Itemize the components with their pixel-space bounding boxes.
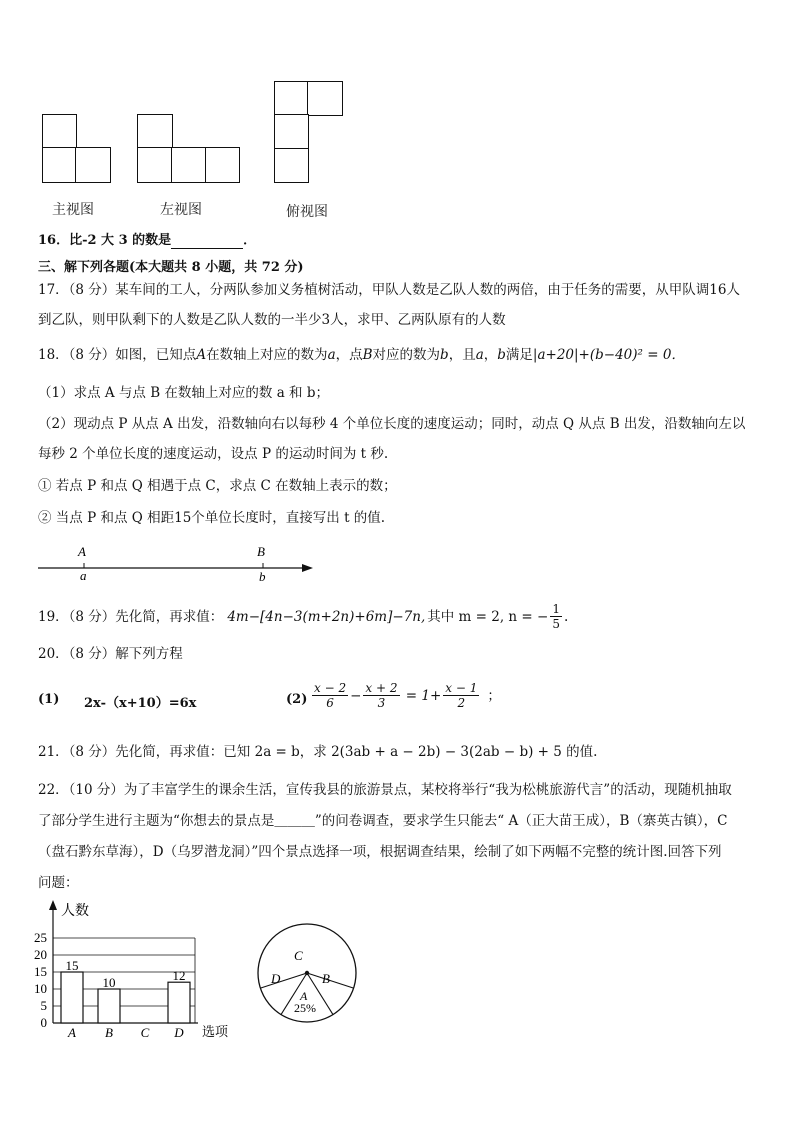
bar-A (61, 972, 83, 1023)
bar-B (98, 989, 120, 1023)
arrow-up-icon (49, 900, 57, 910)
question-18-part-2-line-2: 每秒 2 个单位长度的速度运动，设点 P 的运动时间为 t 秒. (38, 446, 389, 462)
left-view-label: 左视图 (160, 202, 202, 218)
y-tick-label: 5 (40, 998, 47, 1013)
question-21: 21．（8 分）先化简，再求值：已知 2a = b，求 2(3ab + a − 2b) − 3(2ab − b) + 5 的值. (38, 744, 598, 760)
q18-formula: |a+20|+(b−40)² = 0． (532, 347, 685, 363)
pie-label-B: B (322, 971, 330, 986)
question-18-part-1: （1）求点 A 与点 B 在数轴上对应的数 a 和 b； (38, 385, 329, 401)
y-tick-label: 10 (34, 981, 47, 996)
pie-label-C: C (294, 948, 303, 963)
question-20-part-2-equation: $\frac{x - 2}{6}$ − $\frac{x + 2}{3}$ = 1+ $\frac{x - 1}{2}$ ； (314, 681, 501, 710)
question-22-line-1: 22．（10 分）为了丰富学生的课余生活，宣传我县的旅游景点，某校将举行“我为松桃旅游代言”的活动，现随机抽取 (38, 782, 732, 798)
number-line (30, 540, 320, 585)
question-22-line-4: 问题： (38, 875, 79, 891)
bar-value-label-D: 12 (172, 968, 186, 984)
fraction-one-fifth: $\frac{1}{5}$ (552, 602, 560, 631)
x-tick-label-C: C (140, 1025, 150, 1040)
pie-label-A: A (300, 989, 308, 1003)
question-19: 19．（8 分）先化简，再求值： 4m−[4n−3(m+2n)+6m]−7n, 其中 m = 2, n = − $\frac{1}{5}$ . (38, 602, 569, 631)
bar-value-label-A: 15 (65, 958, 79, 973)
value-a-label: a (80, 568, 87, 583)
pie-label-D: D (271, 971, 281, 986)
y-tick-label: 0 (40, 1015, 47, 1030)
question-18-sub-1: ① 若点 P 和点 Q 相遇于点 C，求点 C 在数轴上表示的数； (38, 478, 397, 494)
arrow-right-icon (302, 564, 313, 572)
question-20-title: 20．（8 分）解下列方程 (38, 646, 183, 662)
y-tick-label: 25 (34, 930, 47, 945)
bar-value-label-B: 10 (102, 975, 116, 990)
question-22-line-3: （盘石黔东草海），D（乌罗潜龙洞）”四个景点选择一项，根据调查结果，绘制了如下两幅不完整的统计图.回答下列 (38, 844, 722, 860)
section-3-title: 三、解下列各题(本大题共 8 小题，共 72 分) (38, 260, 304, 275)
front-view-label: 主视图 (52, 202, 94, 218)
x-tick-label-A: A (68, 1025, 76, 1040)
bar-D (168, 982, 190, 1023)
question-17-line-2: 到乙队，则甲队剩下的人数是乙队人数的一半少3人，求甲、乙两队原有的人数 (38, 312, 506, 328)
y-tick-label: 15 (34, 964, 47, 979)
question-20-part-1-label: (1) (38, 692, 60, 707)
x-axis-title: 选项 (202, 1025, 229, 1040)
point-A-label: A (78, 544, 86, 559)
question-20-part-1-equation: 2x-（x+10）=6x (84, 696, 197, 711)
question-17-line-1: 17．（8 分）某车间的工人，分两队参加义务植树活动，甲队人数是乙队人数的两倍，由于任务的需要，从甲队调16人 (38, 282, 740, 298)
y-tick-label: 20 (34, 947, 47, 962)
value-b-label: b (259, 569, 266, 584)
question-16: 16．比-2 大 3 的数是 ． (38, 233, 257, 248)
x-tick-label-D: D (174, 1025, 184, 1040)
pie-chart (250, 910, 370, 1030)
pie-label-A-percent: 25% (294, 1001, 316, 1015)
pie-center-dot (305, 971, 309, 975)
y-axis-title: 人数 (61, 903, 89, 919)
question-18-stem: 18．（8 分）如图，已知点A在数轴上对应的数为a，点B对应的数为b，且a，b满足|a+20|+(b−40)² = 0． (38, 347, 685, 363)
question-18-part-2-line-1: （2）现动点 P 从点 A 出发，沿数轴向右以每秒 4 个单位长度的速度运动；同时，动点 Q 从点 B 出发，沿数轴向左以 (38, 416, 746, 432)
top-view-label: 俯视图 (286, 204, 328, 220)
point-B-label: B (257, 544, 265, 559)
x-tick-label-B: B (105, 1025, 113, 1040)
answer-blank (171, 233, 243, 249)
question-20-part-2-label: (2) (286, 692, 308, 707)
question-18-sub-2: ② 当点 P 和点 Q 相距15个单位长度时，直接写出 t 的值. (38, 510, 386, 526)
question-22-line-2: 了部分学生进行主题为“你想去的景点是＿＿＿”的问卷调查，要求学生只能去“ A（正大苗王成），B（寨英古镇），C (38, 813, 728, 829)
bar-chart (30, 898, 250, 1043)
